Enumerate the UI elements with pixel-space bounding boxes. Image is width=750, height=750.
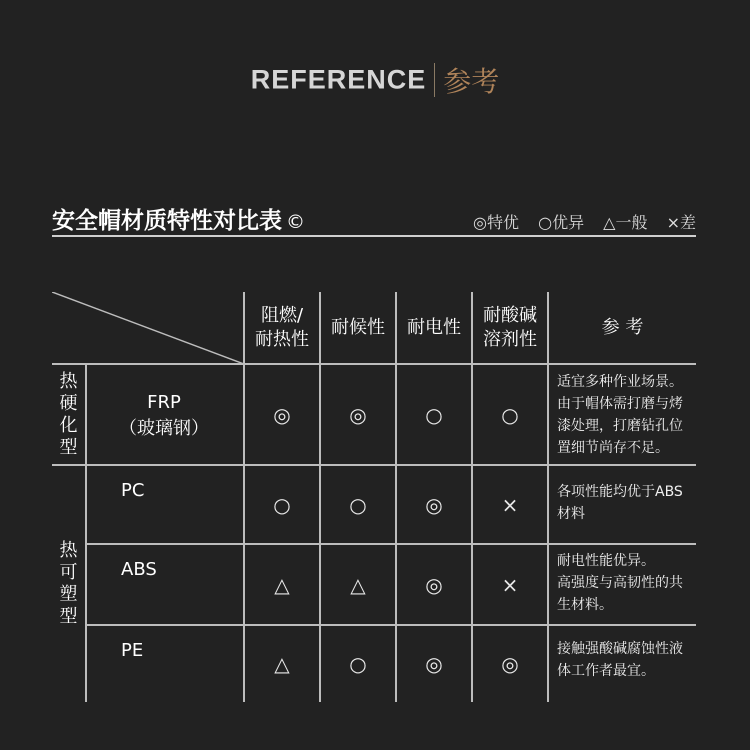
- page-header: [0, 60, 750, 100]
- title-underline: [52, 235, 696, 237]
- rating-cell: ◎: [425, 652, 443, 676]
- column-header-chemical: 耐酸碱 溶剂性: [483, 305, 537, 350]
- column-header-electrical: 耐电性: [407, 317, 461, 338]
- rating-cell: ○: [349, 652, 367, 676]
- legend-average: △一般: [603, 213, 648, 232]
- rating-cell: △: [274, 652, 290, 676]
- rating-cell: ×: [501, 572, 519, 597]
- column-header-reference: 参 考: [601, 317, 644, 338]
- rating-cell: ○: [273, 492, 291, 517]
- rating-cell: ○: [425, 402, 443, 427]
- legend-good: ○优异: [538, 213, 585, 232]
- header-diagonal: [52, 292, 244, 364]
- rating-cell: ○: [501, 402, 519, 427]
- rating-cell: ○: [349, 492, 367, 517]
- group-thermoset-label: 热硬化型: [59, 370, 78, 458]
- legend-excellent: ◎特优: [473, 213, 520, 232]
- rating-cell: △: [350, 572, 366, 597]
- rating-cell: ◎: [501, 652, 519, 676]
- reference-note: 各项性能均优于ABS材料: [557, 484, 683, 522]
- comparison-table: [52, 292, 696, 702]
- material-abs: ABS: [121, 559, 157, 580]
- rating-cell: △: [274, 572, 290, 597]
- rating-cell: ◎: [349, 402, 367, 427]
- column-header-flame-heat: 阻燃/ 耐热性: [255, 305, 309, 350]
- copyright-mark: ©: [286, 211, 305, 233]
- header-divider: [434, 63, 435, 97]
- reference-note: 接触强酸碱腐蚀性液体工作者最宜。: [557, 641, 683, 679]
- material-pc: PC: [121, 480, 145, 501]
- reference-note: 耐电性能优异。 高强度与高韧性的共生材料。: [557, 553, 683, 613]
- rating-cell: ◎: [425, 572, 443, 597]
- group-thermoset: [52, 365, 85, 464]
- table-title: [52, 202, 305, 235]
- rating-cell: ×: [501, 492, 519, 517]
- group-thermoplastic-label: 热可塑型: [59, 540, 78, 627]
- material-pe: PE: [121, 640, 144, 661]
- rating-cell: ◎: [425, 492, 443, 517]
- rating-cell: ◎: [273, 402, 291, 427]
- legend-poor: ×差: [666, 213, 696, 232]
- table-title-text: 安全帽材质特性对比表: [52, 208, 282, 234]
- rating-legend: [459, 210, 696, 233]
- reference-note: 适宜多种作业场景。 由于帽体需打磨与烤漆处理，打磨钻孔位置细节尚存不足。: [557, 374, 683, 456]
- material-frp: FRP （玻璃钢）: [119, 392, 209, 439]
- header-chinese: 参考: [443, 65, 500, 98]
- group-thermoplastic: [52, 466, 85, 702]
- header-english: REFERENCE: [250, 64, 427, 95]
- column-header-weather: 耐候性: [331, 317, 385, 338]
